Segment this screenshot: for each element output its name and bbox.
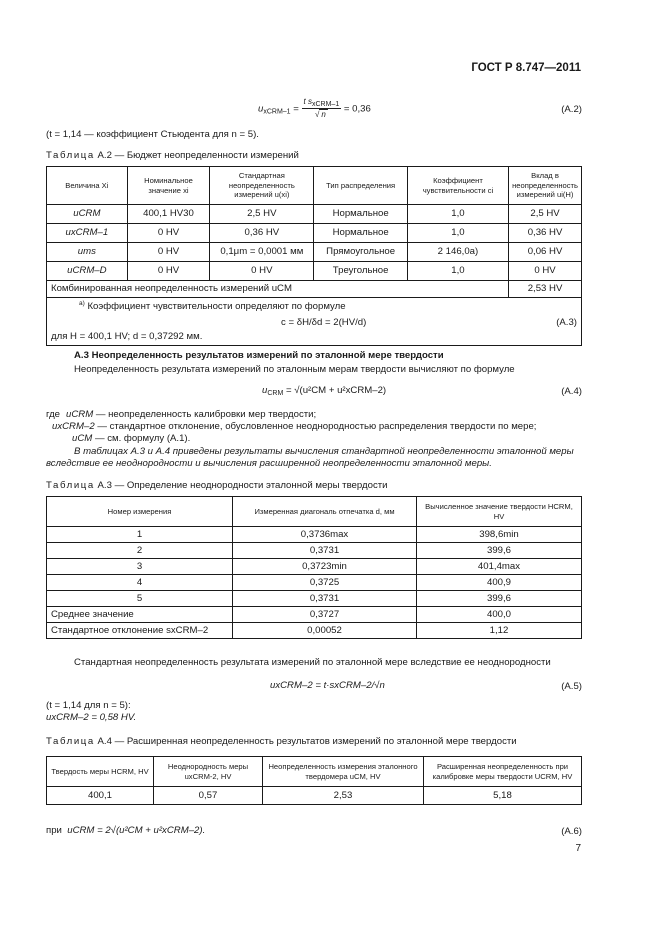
footnote-formula: c = δH/δd = 2(HV/d) — [281, 317, 367, 328]
table-footnote-row: $^{а)}$ Коэффициент чувствительности определяют по формуле c = δH/δd = 2(HV/d) (A.3) для H = 400,1 HV; d = 0,37292 мм. — [47, 298, 582, 346]
where-item: uxCRM–2 — стандартное отклонение, обусловленное неоднородностью распределения твердости по мере; — [52, 421, 537, 432]
table-row: uCRM 400,1 HV30 2,5 HV Нормальное 1,0 2,5 HV — [47, 205, 582, 224]
section-a3-note: В таблицах А.3 и А.4 приведены результаты вычисления стандартной неопределенности эталонной меры вследствие ее неоднородности и вычисления расширенной неопределенности эталонной меры. — [46, 446, 574, 469]
table-row: ums 0 HV 0,1μm = 0,0001 мм Прямоугольное 2 146,0а) 0,06 HV — [47, 243, 582, 262]
equation-a5-note: (t = 1,14 для n = 5): — [46, 700, 131, 711]
table-header: Расширенная неопределенность при калибровке меры твердости UCRM, HV — [424, 757, 582, 787]
where-item: uCRM — неопределенность калибровки мер твердости; — [66, 409, 317, 420]
hardness-inhomogeneity-table — [46, 496, 582, 639]
table-a2-caption: Таблица А.2 — Бюджет неопределенности измерений — [46, 150, 299, 161]
equation-number-a3: (A.3) — [556, 317, 577, 328]
equation-number-a6: (A.6) — [561, 826, 582, 837]
table-row: 2 0,3731 399,6 — [47, 543, 582, 559]
equation-number-a4: (A.4) — [561, 386, 582, 397]
table-header: Вклад в неопределенность измерений ui(H) — [509, 167, 582, 205]
table-header: Неопределенность измерения эталонного твердомера uCM, HV — [263, 757, 424, 787]
table-header: Коэффициент чувствительности ci — [407, 167, 508, 205]
table-row: 5 0,3731 399,6 — [47, 591, 582, 607]
equation-a5: uxCRM–2 = t·sxCRM–2/√n — [270, 680, 385, 691]
table-header: Стандартная неопределенность измерений u(xi) — [210, 167, 314, 205]
table-a4-caption: Таблица А.4 — Расширенная неопределенность результатов измерений по эталонной мере твердости — [46, 736, 517, 747]
expanded-uncertainty-table — [46, 756, 582, 805]
table-header: Номинальное значение xi — [127, 167, 210, 205]
table-header: Твердость меры HCRM, HV — [47, 757, 154, 787]
table-row: uCRM–D 0 HV 0 HV Треугольное 1,0 0 HV — [47, 262, 582, 281]
page-number: 7 — [575, 843, 581, 854]
table-row: 4 0,3725 400,9 — [47, 575, 582, 591]
table-header: Вычисленное значение твердости HCRM, HV — [417, 497, 582, 527]
equation-a4: $u_{CRM} = √(u^2CM$ + u²xCRM–2) — [262, 385, 387, 397]
uncertainty-budget-table — [46, 166, 582, 346]
section-a3-intro: Неопределенность результата измерений по эталонным мерам твердости вычисляют по формуле — [74, 364, 515, 375]
table-header: Неоднородность меры uxCRM-2, HV — [154, 757, 263, 787]
table-row: 3 0,3723min 401,4max — [47, 559, 582, 575]
equation-number-a5: (A.5) — [561, 681, 582, 692]
where-label: где — [46, 409, 61, 420]
table-row: uxCRM–1 0 HV 0,36 HV Нормальное 1,0 0,36 HV — [47, 224, 582, 243]
table-header: Номер измерения — [47, 497, 233, 527]
table-row: 400,1 0,57 2,53 5,18 — [47, 787, 582, 805]
section-a3-title: А.3 Неопределенность результатов измерений по эталонной мере твердости — [74, 350, 444, 361]
table-header: Тип распределения — [314, 167, 407, 205]
equation-a6: при uCRM = 2√(u²CM + u²xCRM–2). — [46, 825, 206, 836]
mean-row: Среднее значение 0,3727 400,0 — [47, 607, 582, 623]
table-header: Измеренная диагональ отпечатка d, мм — [233, 497, 417, 527]
student-coefficient-note: (t = 1,14 — коэффициент Стьюдента для n = 5). — [46, 129, 259, 140]
equation-a5-result: uxCRM–2 = 0,58 HV. — [46, 712, 137, 723]
document-header: ГОСТ Р 8.747—2011 — [471, 62, 581, 74]
where-item: uCM — см. формулу (А.1). — [72, 433, 191, 444]
equation-a5-intro: Стандартная неопределенность результата измерений по эталонной мере вследствие ее неоднородности — [74, 657, 551, 668]
equation-a2: $u_{xCRM-1}$ = $\frac{t s_{xCRM-1}}{√ n}$ = 0,36 — [258, 97, 371, 120]
equation-number-a2: (A.2) — [561, 104, 582, 115]
combined-uncertainty-row: Комбинированная неопределенность измерений uCM 2,53 HV — [47, 281, 582, 298]
std-deviation-row: Стандартное отклонение sxCRM–2 0,00052 1,12 — [47, 623, 582, 639]
table-a3-caption: Таблица А.3 — Определение неоднородности эталонной меры твердости — [46, 480, 388, 491]
table-header: Величина Xi — [47, 167, 128, 205]
table-row: 1 0,3736max 398,6min — [47, 527, 582, 543]
